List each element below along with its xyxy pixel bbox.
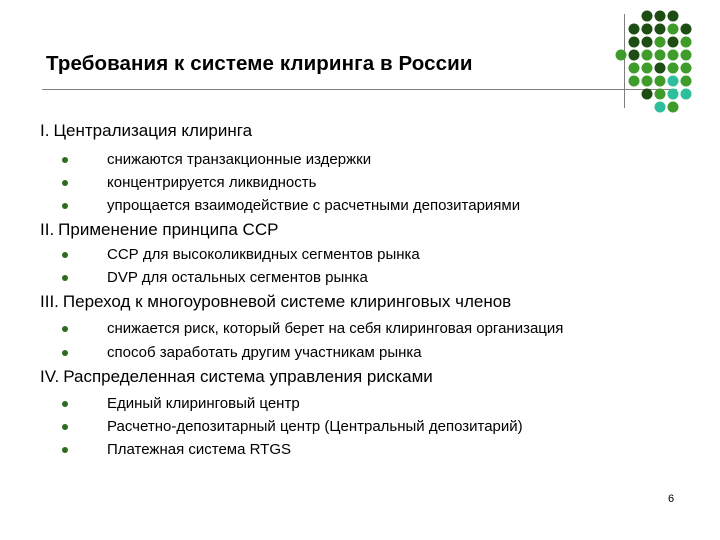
list-item-text: снижается риск, который берет на себя клиринговая организация: [107, 320, 564, 337]
list-item-text: упрощается взаимодействие с расчетными депозитариями: [107, 197, 521, 214]
deco-dot: [629, 76, 640, 87]
deco-dot: [655, 102, 666, 113]
deco-dot: [629, 63, 640, 74]
deco-dot: [642, 37, 653, 48]
deco-dot: [642, 63, 653, 74]
list-item-text: Единый клиринговый центр: [107, 395, 300, 412]
deco-dot: [642, 76, 653, 87]
section-title: Распределенная система управления рисками: [63, 367, 433, 386]
page-number: 6: [668, 493, 675, 505]
deco-dot: [668, 37, 679, 48]
section-number: II.: [40, 220, 55, 239]
section-heading: [40, 291, 511, 313]
deco-dot: [681, 76, 692, 87]
bullet-dot-icon: [62, 326, 68, 332]
deco-dot: [668, 50, 679, 61]
list-item-text: снижаются транзакционные издержки: [107, 151, 372, 168]
deco-dot: [668, 24, 679, 35]
deco-dot: [629, 24, 640, 35]
deco-dot: [642, 50, 653, 61]
list-item-text: Платежная система RTGS: [107, 441, 292, 458]
bullet-dot-icon: [62, 447, 68, 453]
section-heading: [40, 120, 252, 142]
section-number: IV.: [40, 367, 60, 386]
deco-dot: [681, 37, 692, 48]
list-item-text: Расчетно-депозитарный центр (Центральный депозитарий): [107, 418, 523, 435]
deco-dot: [655, 37, 666, 48]
deco-dot: [655, 11, 666, 22]
deco-dot: [668, 89, 679, 100]
deco-dot: [629, 50, 640, 61]
deco-dot: [642, 89, 653, 100]
deco-dot: [681, 63, 692, 74]
section-number: I.: [40, 121, 50, 140]
section-heading: [40, 366, 433, 388]
bullet-dot-icon: [62, 203, 68, 209]
list-item-text: ССР для высоколиквидных сегментов рынка: [107, 246, 420, 263]
bullet-dot-icon: [62, 275, 68, 281]
deco-dot: [668, 63, 679, 74]
deco-dot: [642, 11, 653, 22]
list-item-text: DVP для остальных сегментов рынка: [107, 269, 368, 286]
deco-dot: [668, 11, 679, 22]
list-item-text: способ заработать другим участникам рынка: [107, 344, 422, 361]
deco-dot: [681, 50, 692, 61]
deco-dot: [655, 50, 666, 61]
deco-dot: [655, 24, 666, 35]
bullet-dot-icon: [62, 252, 68, 258]
deco-dot: [681, 89, 692, 100]
slide-title: Требования к системе клиринга в России: [46, 52, 473, 75]
section-title: Переход к многоуровневой системе клиринговых членов: [62, 292, 512, 311]
deco-dot: [642, 24, 653, 35]
deco-dot: [681, 24, 692, 35]
bullet-dot-icon: [62, 424, 68, 430]
bullet-dot-icon: [62, 180, 68, 186]
section-number: III.: [40, 292, 59, 311]
deco-dot: [629, 37, 640, 48]
deco-dot: [655, 63, 666, 74]
bullet-dot-icon: [62, 401, 68, 407]
section-title: Централизация клиринга: [53, 121, 253, 140]
deco-dot: [668, 76, 679, 87]
deco-dot: [668, 102, 679, 113]
bullet-dot-icon: [62, 350, 68, 356]
bullet-dot-icon: [62, 157, 68, 163]
section-title: Применение принципа ССР: [58, 220, 279, 239]
deco-dot: [616, 50, 627, 61]
list-item-text: концентрируется ликвидность: [107, 174, 317, 191]
deco-dot: [655, 76, 666, 87]
section-heading: [40, 219, 278, 241]
deco-dot: [655, 89, 666, 100]
